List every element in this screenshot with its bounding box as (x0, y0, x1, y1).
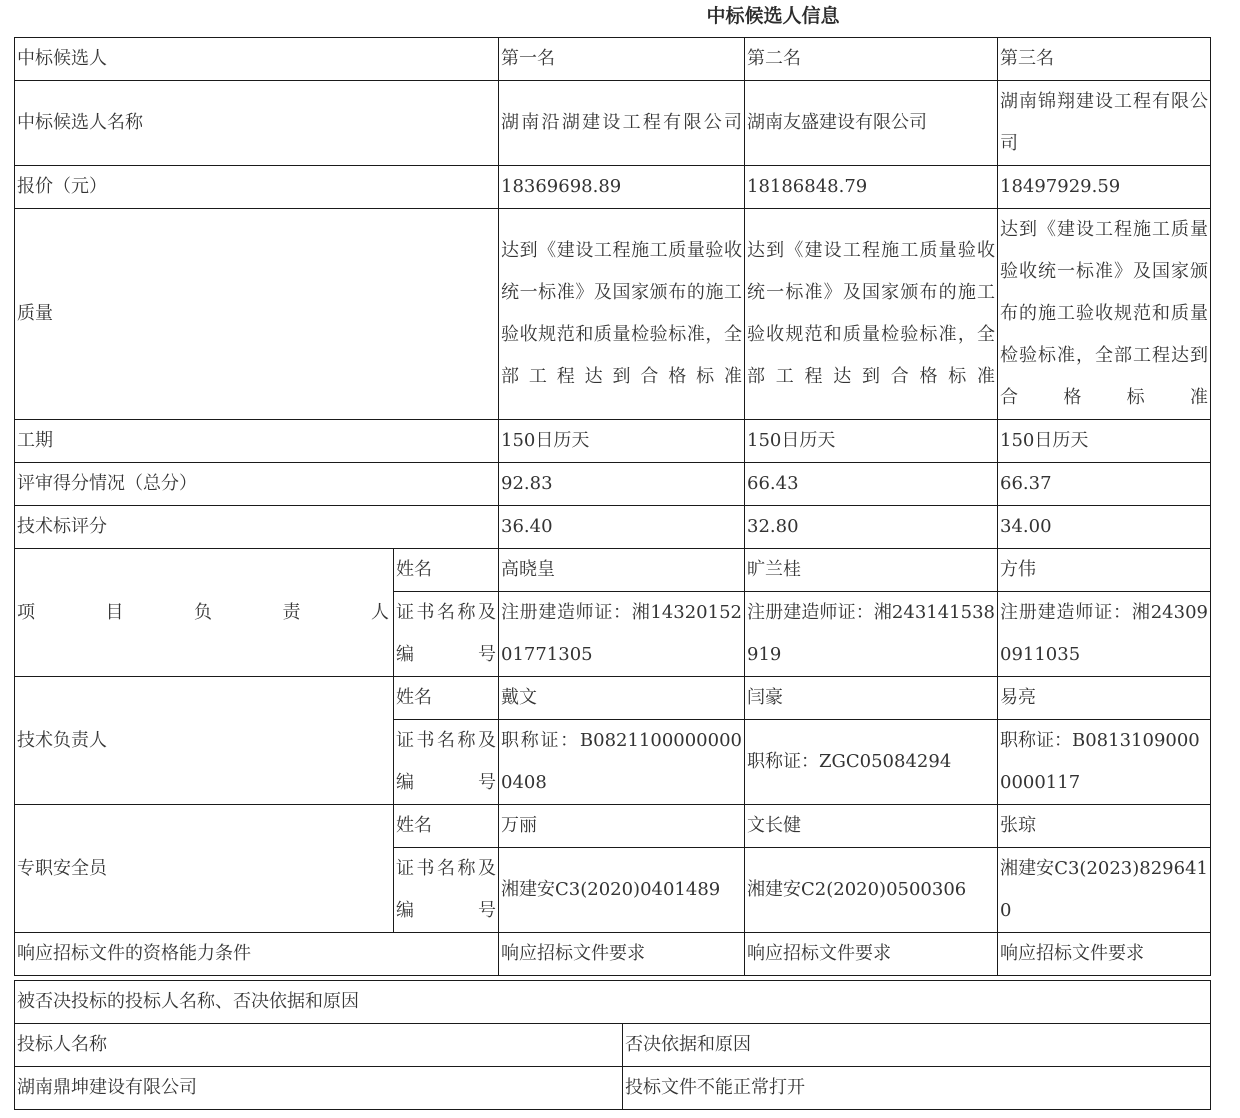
tech-score-third: 34.00 (998, 506, 1211, 549)
qualification-label: 响应招标文件的资格能力条件 (15, 933, 499, 976)
quality-row (15, 209, 1211, 420)
qualification-third: 响应招标文件要求 (998, 933, 1211, 976)
price-third: 18497929.59 (998, 166, 1211, 209)
pm-cert-third: 注册建造师证：湘243090911035 (998, 592, 1211, 677)
rejected-header-row (15, 1024, 1211, 1067)
tech-score-label: 技术标评分 (15, 506, 499, 549)
rejected-heading: 被否决投标的投标人名称、否决依据和原因 (15, 981, 1211, 1024)
safety-name-second: 文长健 (745, 805, 998, 848)
price-label: 报价（元） (15, 166, 499, 209)
safety-cert-first: 湘建安C3(2020)0401489 (499, 848, 745, 933)
rejected-reason: 投标文件不能正常打开 (623, 1067, 1211, 1110)
name-second: 湖南友盛建设有限公司 (745, 81, 998, 166)
candidate-table (14, 37, 1211, 976)
score-label: 评审得分情况（总分） (15, 463, 499, 506)
pm-cert-label: 证书名称及编号 (394, 592, 499, 677)
header-first: 第一名 (499, 38, 745, 81)
period-second: 150日历天 (745, 420, 998, 463)
tech-lead-name-row (15, 677, 1211, 720)
period-first: 150日历天 (499, 420, 745, 463)
tech-score-second: 32.80 (745, 506, 998, 549)
rejected-heading-row (15, 981, 1211, 1024)
price-second: 18186848.79 (745, 166, 998, 209)
qualification-second: 响应招标文件要求 (745, 933, 998, 976)
tech-lead-name-label: 姓名 (394, 677, 499, 720)
pm-name-second: 旷兰桂 (745, 549, 998, 592)
safety-name-row (15, 805, 1211, 848)
header-second: 第二名 (745, 38, 998, 81)
qualification-first: 响应招标文件要求 (499, 933, 745, 976)
pm-name-label: 姓名 (394, 549, 499, 592)
safety-label: 专职安全员 (15, 805, 394, 933)
tech-lead-label: 技术负责人 (15, 677, 394, 805)
safety-name-first: 万丽 (499, 805, 745, 848)
pm-name-row (15, 549, 1211, 592)
tech-score-row (15, 506, 1211, 549)
rejected-bidder: 湖南鼎坤建设有限公司 (15, 1067, 623, 1110)
tech-lead-name-first: 戴文 (499, 677, 745, 720)
safety-name-third: 张琼 (998, 805, 1211, 848)
rejected-col-bidder: 投标人名称 (15, 1024, 623, 1067)
safety-cert-second: 湘建安C2(2020)0500306 (745, 848, 998, 933)
pm-name-third: 方伟 (998, 549, 1211, 592)
tech-score-first: 36.40 (499, 506, 745, 549)
pm-cert-first: 注册建造师证：湘1432015201771305 (499, 592, 745, 677)
score-first: 92.83 (499, 463, 745, 506)
qualification-row (15, 933, 1211, 976)
tech-lead-cert-third: 职称证：B08131090000000117 (998, 720, 1211, 805)
pm-name-first: 高晓皇 (499, 549, 745, 592)
safety-name-label: 姓名 (394, 805, 499, 848)
header-label: 中标候选人 (15, 38, 499, 81)
period-row (15, 420, 1211, 463)
score-second: 66.43 (745, 463, 998, 506)
page-title: 中标候选人信息 (706, 5, 840, 27)
rejected-col-reason: 否决依据和原因 (623, 1024, 1211, 1067)
pm-label: 项目负责人 (15, 549, 394, 677)
rejected-table (14, 980, 1211, 1110)
safety-cert-label: 证书名称及编号 (394, 848, 499, 933)
quality-label: 质量 (15, 209, 499, 420)
tech-lead-cert-first: 职称证：B08211000000000408 (499, 720, 745, 805)
tech-lead-name-second: 闫豪 (745, 677, 998, 720)
name-first: 湖南沿湖建设工程有限公司 (499, 81, 745, 166)
safety-cert-third: 湘建安C3(2023)8296410 (998, 848, 1211, 933)
tech-lead-name-third: 易亮 (998, 677, 1211, 720)
name-label: 中标候选人名称 (15, 81, 499, 166)
price-row (15, 166, 1211, 209)
pm-cert-second: 注册建造师证：湘243141538919 (745, 592, 998, 677)
price-first: 18369698.89 (499, 166, 745, 209)
period-third: 150日历天 (998, 420, 1211, 463)
header-third: 第三名 (998, 38, 1211, 81)
score-row (15, 463, 1211, 506)
quality-third: 达到《建设工程施工质量验收统一标准》及国家颁布的施工验收规范和质量检验标准，全部工程达到合格标准 (998, 209, 1211, 420)
rejected-row (15, 1067, 1211, 1110)
quality-first: 达到《建设工程施工质量验收统一标准》及国家颁布的施工验收规范和质量检验标准，全部工程达到合格标准 (499, 209, 745, 420)
name-row (15, 81, 1211, 166)
tech-lead-cert-second: 职称证：ZGC05084294 (745, 720, 998, 805)
quality-second: 达到《建设工程施工质量验收统一标准》及国家颁布的施工验收规范和质量检验标准，全部工程达到合格标准 (745, 209, 998, 420)
period-label: 工期 (15, 420, 499, 463)
header-row (15, 38, 1211, 81)
score-third: 66.37 (998, 463, 1211, 506)
name-third: 湖南锦翔建设工程有限公司 (998, 81, 1211, 166)
tech-lead-cert-label: 证书名称及编号 (394, 720, 499, 805)
